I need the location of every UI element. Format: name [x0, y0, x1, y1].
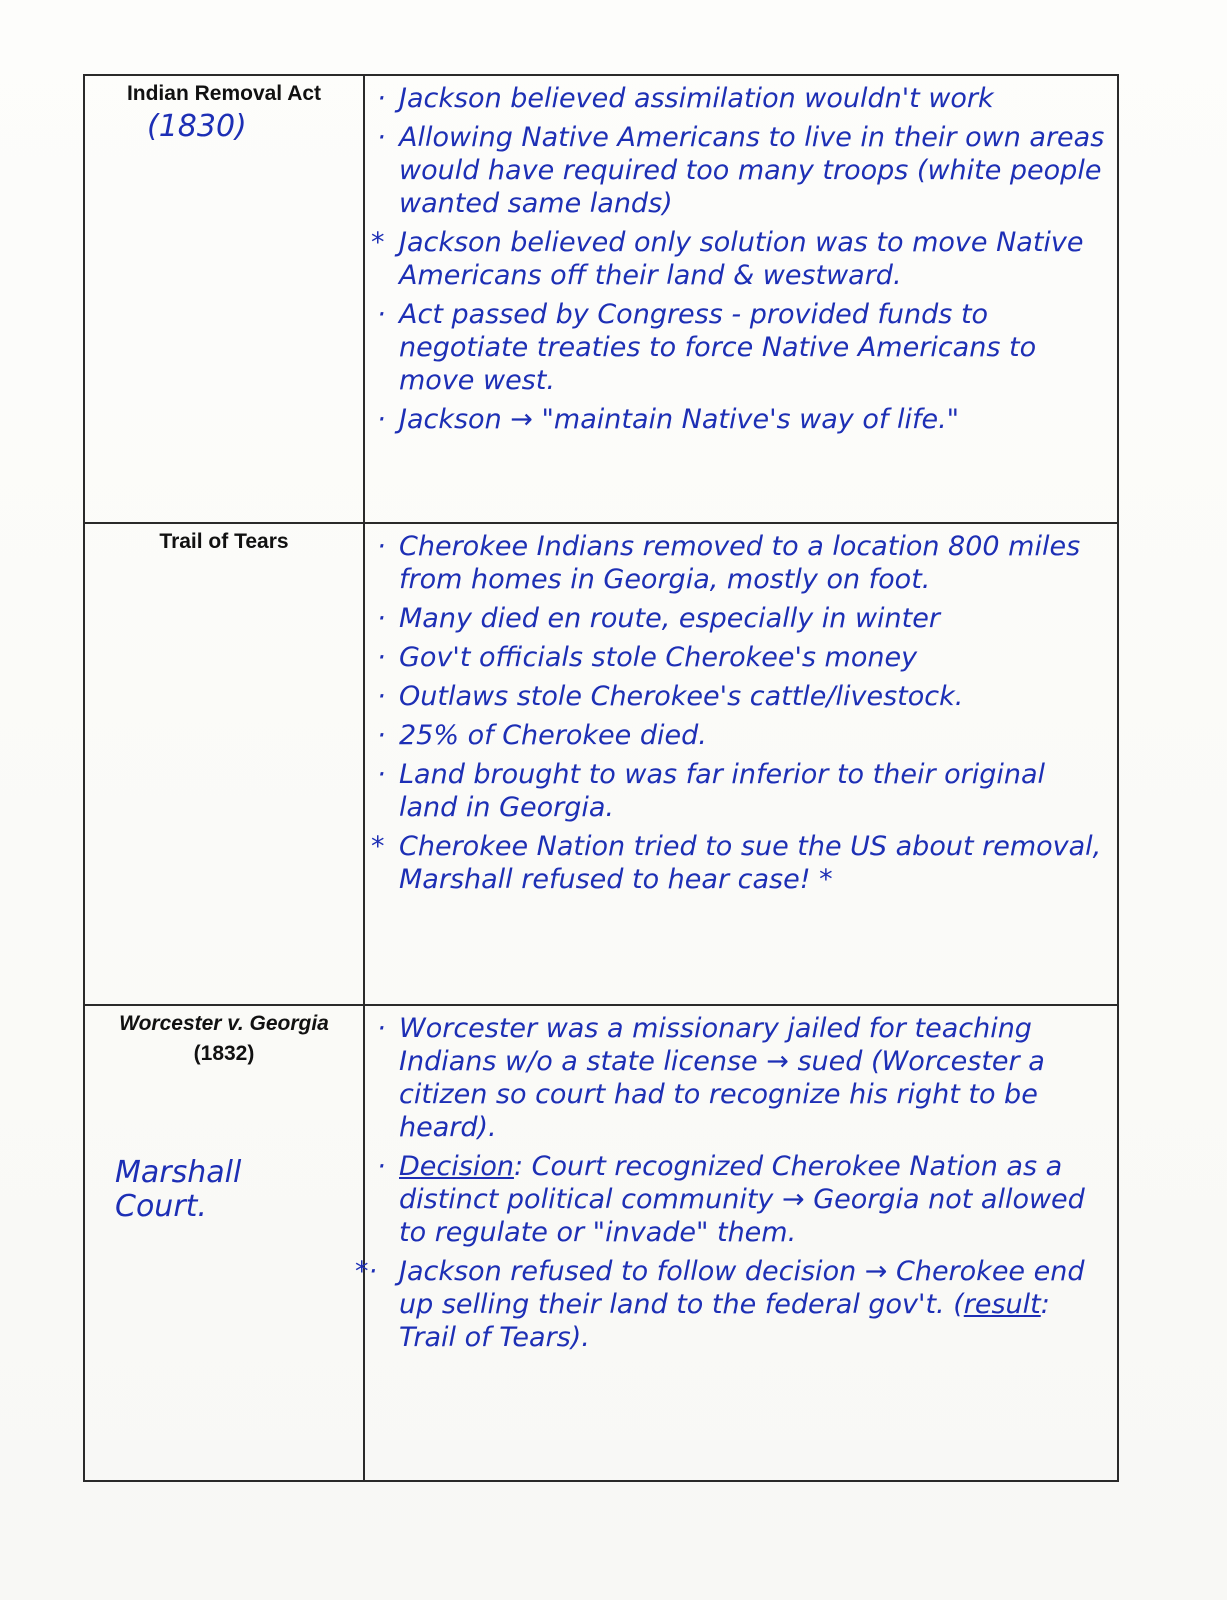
topic-cell [85, 82, 363, 106]
notes-table [83, 74, 1119, 1482]
table-row [85, 522, 1117, 1004]
topic-year: (1832) [193, 1042, 255, 1065]
notes-list [371, 530, 1111, 902]
column-divider [363, 1006, 365, 1480]
column-divider [363, 76, 365, 522]
topic-handwritten-note: Marshall Court. [115, 1155, 242, 1224]
list-item: · Cherokee Indians removed to a location 800 miles from homes in Georgia, mostly on foot. [377, 531, 1081, 595]
topic-cell [85, 530, 363, 554]
list-item: · Outlaws stole Cherokee's cattle/livestock. [377, 681, 964, 712]
list-item: · Gov't officials stole Cherokee's money [377, 642, 918, 673]
table-row [85, 76, 1117, 522]
topic-title: Trail of Tears [159, 530, 289, 553]
notes-list [355, 1012, 1111, 1360]
topic-title: Indian Removal Act [126, 82, 322, 105]
list-item: · Act passed by Congress - provided funds to negotiate treaties to force Native Americans to move west. [377, 299, 1037, 396]
list-item: · Many died en route, especially in winter [377, 603, 940, 634]
notes-list [371, 82, 1111, 442]
column-divider [363, 524, 365, 1004]
list-item: *· Jackson refused to follow decision → Cherokee end up selling their land to the federal gov't. (result: Trail of Tears). [355, 1256, 1085, 1353]
list-item: · Allowing Native Americans to live in their own areas would have required too many troops (white people wanted same lands) [377, 122, 1105, 219]
topic-year-handwritten: (1830) [147, 109, 247, 144]
topic-title: Worcester v. Georgia [119, 1012, 329, 1035]
list-item: · Jackson → "maintain Native's way of life." [377, 404, 960, 435]
list-item: · Land brought to was far inferior to their original land in Georgia. [377, 759, 1046, 823]
list-item: · Decision: Court recognized Cherokee Nation as a distinct political community → Georgia not allowed to regulate or "invade" them. [377, 1151, 1085, 1248]
list-item: * Cherokee Nation tried to sue the US about removal, Marshall refused to hear case! * [371, 831, 1102, 895]
list-item: · 25% of Cherokee died. [377, 720, 707, 751]
table-row [85, 1004, 1117, 1480]
list-item: * Jackson believed only solution was to move Native Americans off their land & westward. [371, 227, 1084, 291]
list-item: · Jackson believed assimilation wouldn't work [377, 83, 994, 114]
topic-cell [85, 1012, 363, 1066]
list-item: · Worcester was a missionary jailed for teaching Indians w/o a state license → sued (Worcester a citizen so court had to recognize his right to be heard). [377, 1013, 1045, 1143]
